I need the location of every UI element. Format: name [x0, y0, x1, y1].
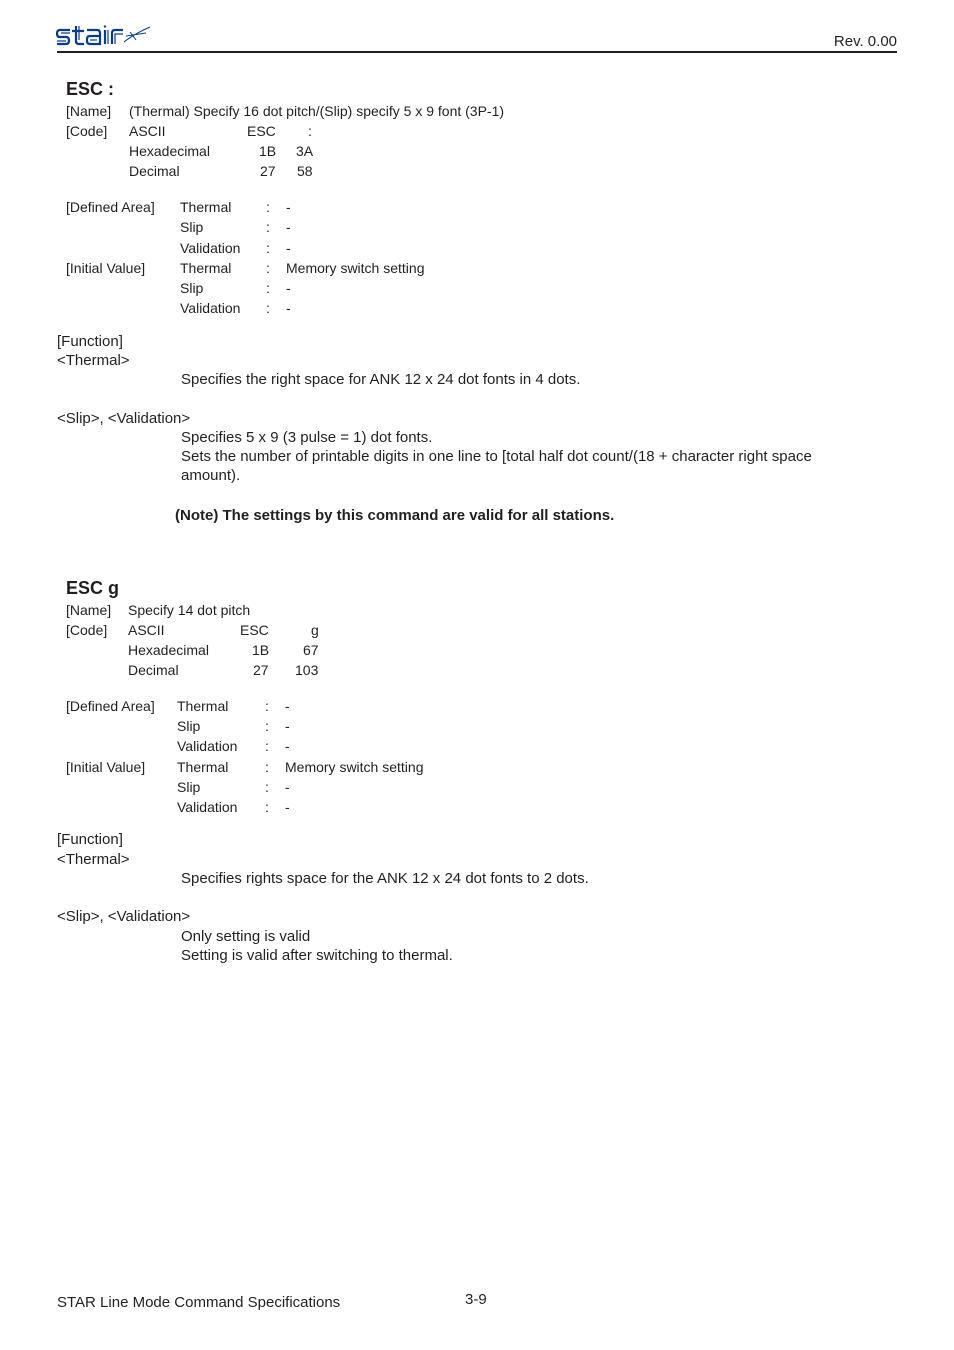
separator: :: [266, 300, 270, 316]
station-label: Validation: [180, 240, 241, 256]
station-label: Thermal: [177, 759, 229, 775]
station-value: -: [285, 779, 290, 795]
revision: Rev. 0.00: [833, 33, 897, 50]
code-label: [Code]: [66, 622, 108, 638]
code-type: ASCII: [128, 622, 165, 638]
star-logo-icon: [56, 24, 156, 50]
code-type: Decimal: [128, 662, 179, 678]
code-value-1: 1B: [252, 642, 270, 658]
code-value-2: 103: [295, 662, 319, 678]
separator: :: [266, 219, 270, 235]
thermal-description: Specifies the right space for ANK 12 x 24 dot fonts in 4 dots.: [181, 371, 581, 388]
separator: :: [265, 759, 269, 775]
station-label: Slip: [180, 219, 204, 235]
code-value-2: 58: [297, 163, 313, 179]
code-value-2: 3A: [296, 143, 314, 159]
station-value: -: [285, 799, 290, 815]
code-value-1: 1B: [259, 143, 277, 159]
name-label: [Name]: [66, 602, 112, 618]
code-value-2: g: [311, 622, 319, 638]
slip-description-line: Specifies 5 x 9 (3 pulse = 1) dot fonts.: [181, 429, 433, 446]
separator: :: [265, 698, 269, 714]
defined-area-label: [Defined Area]: [66, 698, 155, 714]
station-value: -: [285, 738, 290, 754]
slip-description-line: Setting is valid after switching to thermal.: [181, 947, 453, 964]
station-label: Slip: [177, 779, 201, 795]
code-value-1: ESC: [247, 123, 276, 139]
code-value-1: 27: [253, 662, 269, 678]
station-label: Validation: [180, 300, 241, 316]
station-label: Thermal: [180, 199, 232, 215]
thermal-description: Specifies rights space for the ANK 12 x 24 dot fonts to 2 dots.: [181, 870, 589, 887]
thermal-label: <Thermal>: [57, 851, 130, 868]
station-value: -: [285, 698, 290, 714]
command-name: (Thermal) Specify 16 dot pitch/(Slip) specify 5 x 9 font (3P-1): [129, 103, 505, 119]
name-label: [Name]: [66, 103, 112, 119]
separator: :: [266, 260, 270, 276]
station-value: -: [286, 280, 291, 296]
initial-value-label: [Initial Value]: [66, 759, 146, 775]
station-value: -: [285, 718, 290, 734]
code-label: [Code]: [66, 123, 108, 139]
slip-description-line: Sets the number of printable digits in one line to [total half dot count/(18 + character right space: [181, 448, 812, 465]
code-value-2: :: [308, 123, 312, 139]
slip-validation-label: <Slip>, <Validation>: [57, 410, 191, 427]
station-label: Validation: [177, 799, 238, 815]
station-value: -: [286, 240, 291, 256]
separator: :: [265, 799, 269, 815]
station-label: Validation: [177, 738, 238, 754]
station-value: -: [286, 300, 291, 316]
station-label: Slip: [177, 718, 201, 734]
station-value: Memory switch setting: [286, 260, 425, 276]
slip-validation-label: <Slip>, <Validation>: [57, 908, 191, 925]
separator: :: [266, 199, 270, 215]
header-rule: [57, 51, 897, 53]
code-value-1: 27: [260, 163, 276, 179]
separator: :: [266, 240, 270, 256]
separator: :: [265, 738, 269, 754]
function-label: [Function]: [57, 333, 123, 350]
code-type: Decimal: [129, 163, 180, 179]
code-value-1: ESC: [240, 622, 269, 638]
command-title: ESC :: [66, 79, 115, 99]
note: (Note) The settings by this command are valid for all stations.: [175, 507, 615, 524]
slip-description-line: amount).: [181, 467, 241, 484]
command-name: Specify 14 dot pitch: [128, 602, 251, 618]
footer-doc-title: STAR Line Mode Command Specifications: [57, 1294, 341, 1311]
slip-description-line: Only setting is valid: [181, 928, 311, 945]
separator: :: [265, 718, 269, 734]
code-type: Hexadecimal: [129, 143, 210, 159]
page-number: 3-9: [465, 1291, 487, 1308]
station-value: -: [286, 199, 291, 215]
station-label: Thermal: [177, 698, 229, 714]
command-title: ESC g: [66, 578, 120, 598]
defined-area-label: [Defined Area]: [66, 199, 155, 215]
code-value-2: 67: [303, 642, 319, 658]
initial-value-label: [Initial Value]: [66, 260, 146, 276]
function-label: [Function]: [57, 831, 123, 848]
station-label: Slip: [180, 280, 204, 296]
code-type: ASCII: [129, 123, 166, 139]
thermal-label: <Thermal>: [57, 352, 130, 369]
station-value: -: [286, 219, 291, 235]
station-value: Memory switch setting: [285, 759, 424, 775]
separator: :: [265, 779, 269, 795]
separator: :: [266, 280, 270, 296]
station-label: Thermal: [180, 260, 232, 276]
code-type: Hexadecimal: [128, 642, 209, 658]
